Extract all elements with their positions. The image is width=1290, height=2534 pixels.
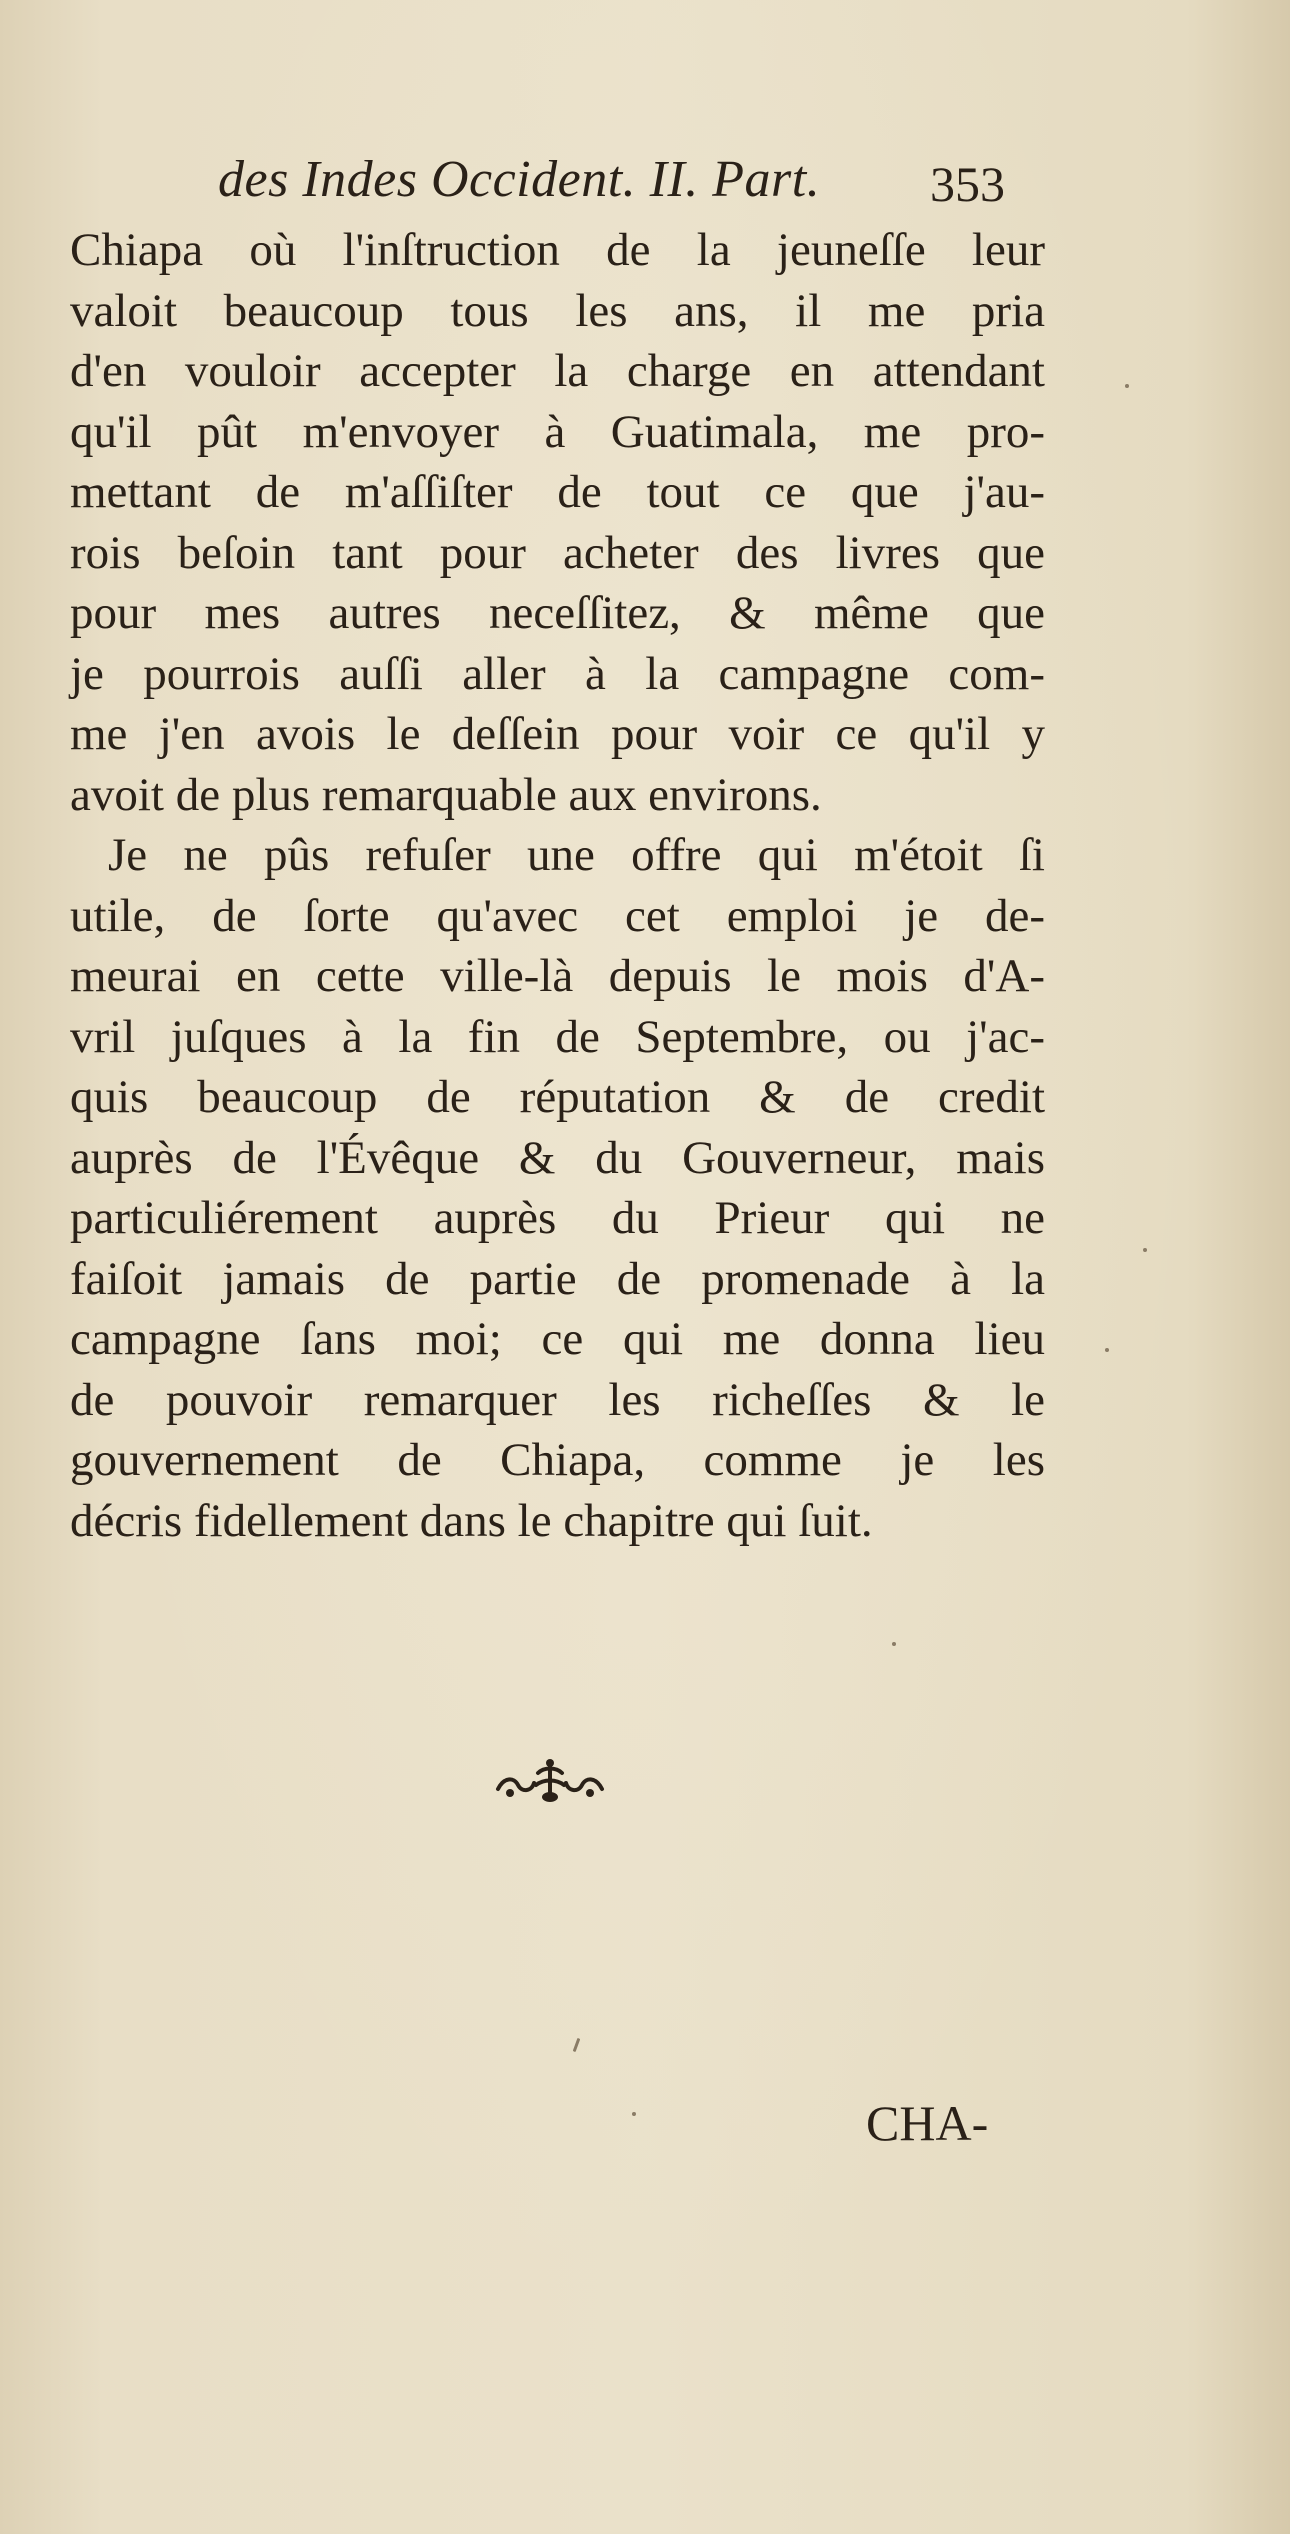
text-line: quis beaucoup de réputation & de credit (70, 1071, 1045, 1123)
body-text (70, 220, 1045, 1551)
text-line: qu'il pût m'envoyer à Guatimala, me pro- (70, 405, 1045, 458)
text-line: d'en vouloir accepter la charge en attendant (70, 345, 1045, 397)
page-number: 353 (930, 156, 1005, 212)
text-line: particuliérement auprès du Prieur qui ne (70, 1192, 1045, 1244)
paper-speck (1125, 384, 1129, 388)
text-line: faiſoit jamais de partie de promenade à la (70, 1252, 1045, 1305)
text-line: meurai en cette ville-là depuis le mois d'A- (70, 950, 1045, 1002)
paper-speck (892, 1642, 896, 1646)
paragraph-end-line: décris fidellement dans le chapitre qui ſuit. (70, 1494, 873, 1547)
running-title: des Indes Occident. II. Part. (218, 151, 821, 208)
text-line: Chiapa où l'inſtruction de la jeuneſſe leur (70, 224, 1045, 276)
paper-speck (1143, 1248, 1147, 1252)
paper-speck (573, 2038, 581, 2052)
running-head (0, 145, 1290, 225)
text-line: gouvernement de Chiapa, comme je les (70, 1434, 1045, 1486)
text-line: rois beſoin tant pour acheter des livres que (70, 526, 1045, 579)
fleuron-ornament-icon (490, 1755, 610, 1805)
text-line: de pouvoir remarquer les richeſſes & le (70, 1373, 1045, 1426)
text-line: campagne ſans moi; ce qui me donna lieu (70, 1313, 1045, 1365)
paper-speck (632, 2112, 636, 2116)
text-line: valoit beaucoup tous les ans, il me pria (70, 284, 1045, 337)
text-line: auprès de l'Évêque & du Gouverneur, mais (70, 1131, 1045, 1184)
text-line: utile, de ſorte qu'avec cet emploi je de- (70, 889, 1045, 942)
catchword: CHA- (866, 2095, 989, 2151)
text-line: pour mes autres neceſſitez, & même que (70, 587, 1045, 639)
paper-speck (1105, 1348, 1109, 1352)
text-line: je pourrois auſſi aller à la campagne com- (70, 647, 1045, 700)
text-line: me j'en avois le deſſein pour voir ce qu'il y (70, 708, 1045, 760)
text-line: vril juſques à la fin de Septembre, ou j'ac- (70, 1010, 1045, 1063)
paragraph-start-line: Je ne pûs refuſer une offre qui m'étoit ſi (108, 829, 1045, 881)
text-line: mettant de m'aſſiſter de tout ce que j'au- (70, 466, 1045, 518)
paragraph-end-line: avoit de plus remarquable aux environs. (70, 768, 822, 821)
